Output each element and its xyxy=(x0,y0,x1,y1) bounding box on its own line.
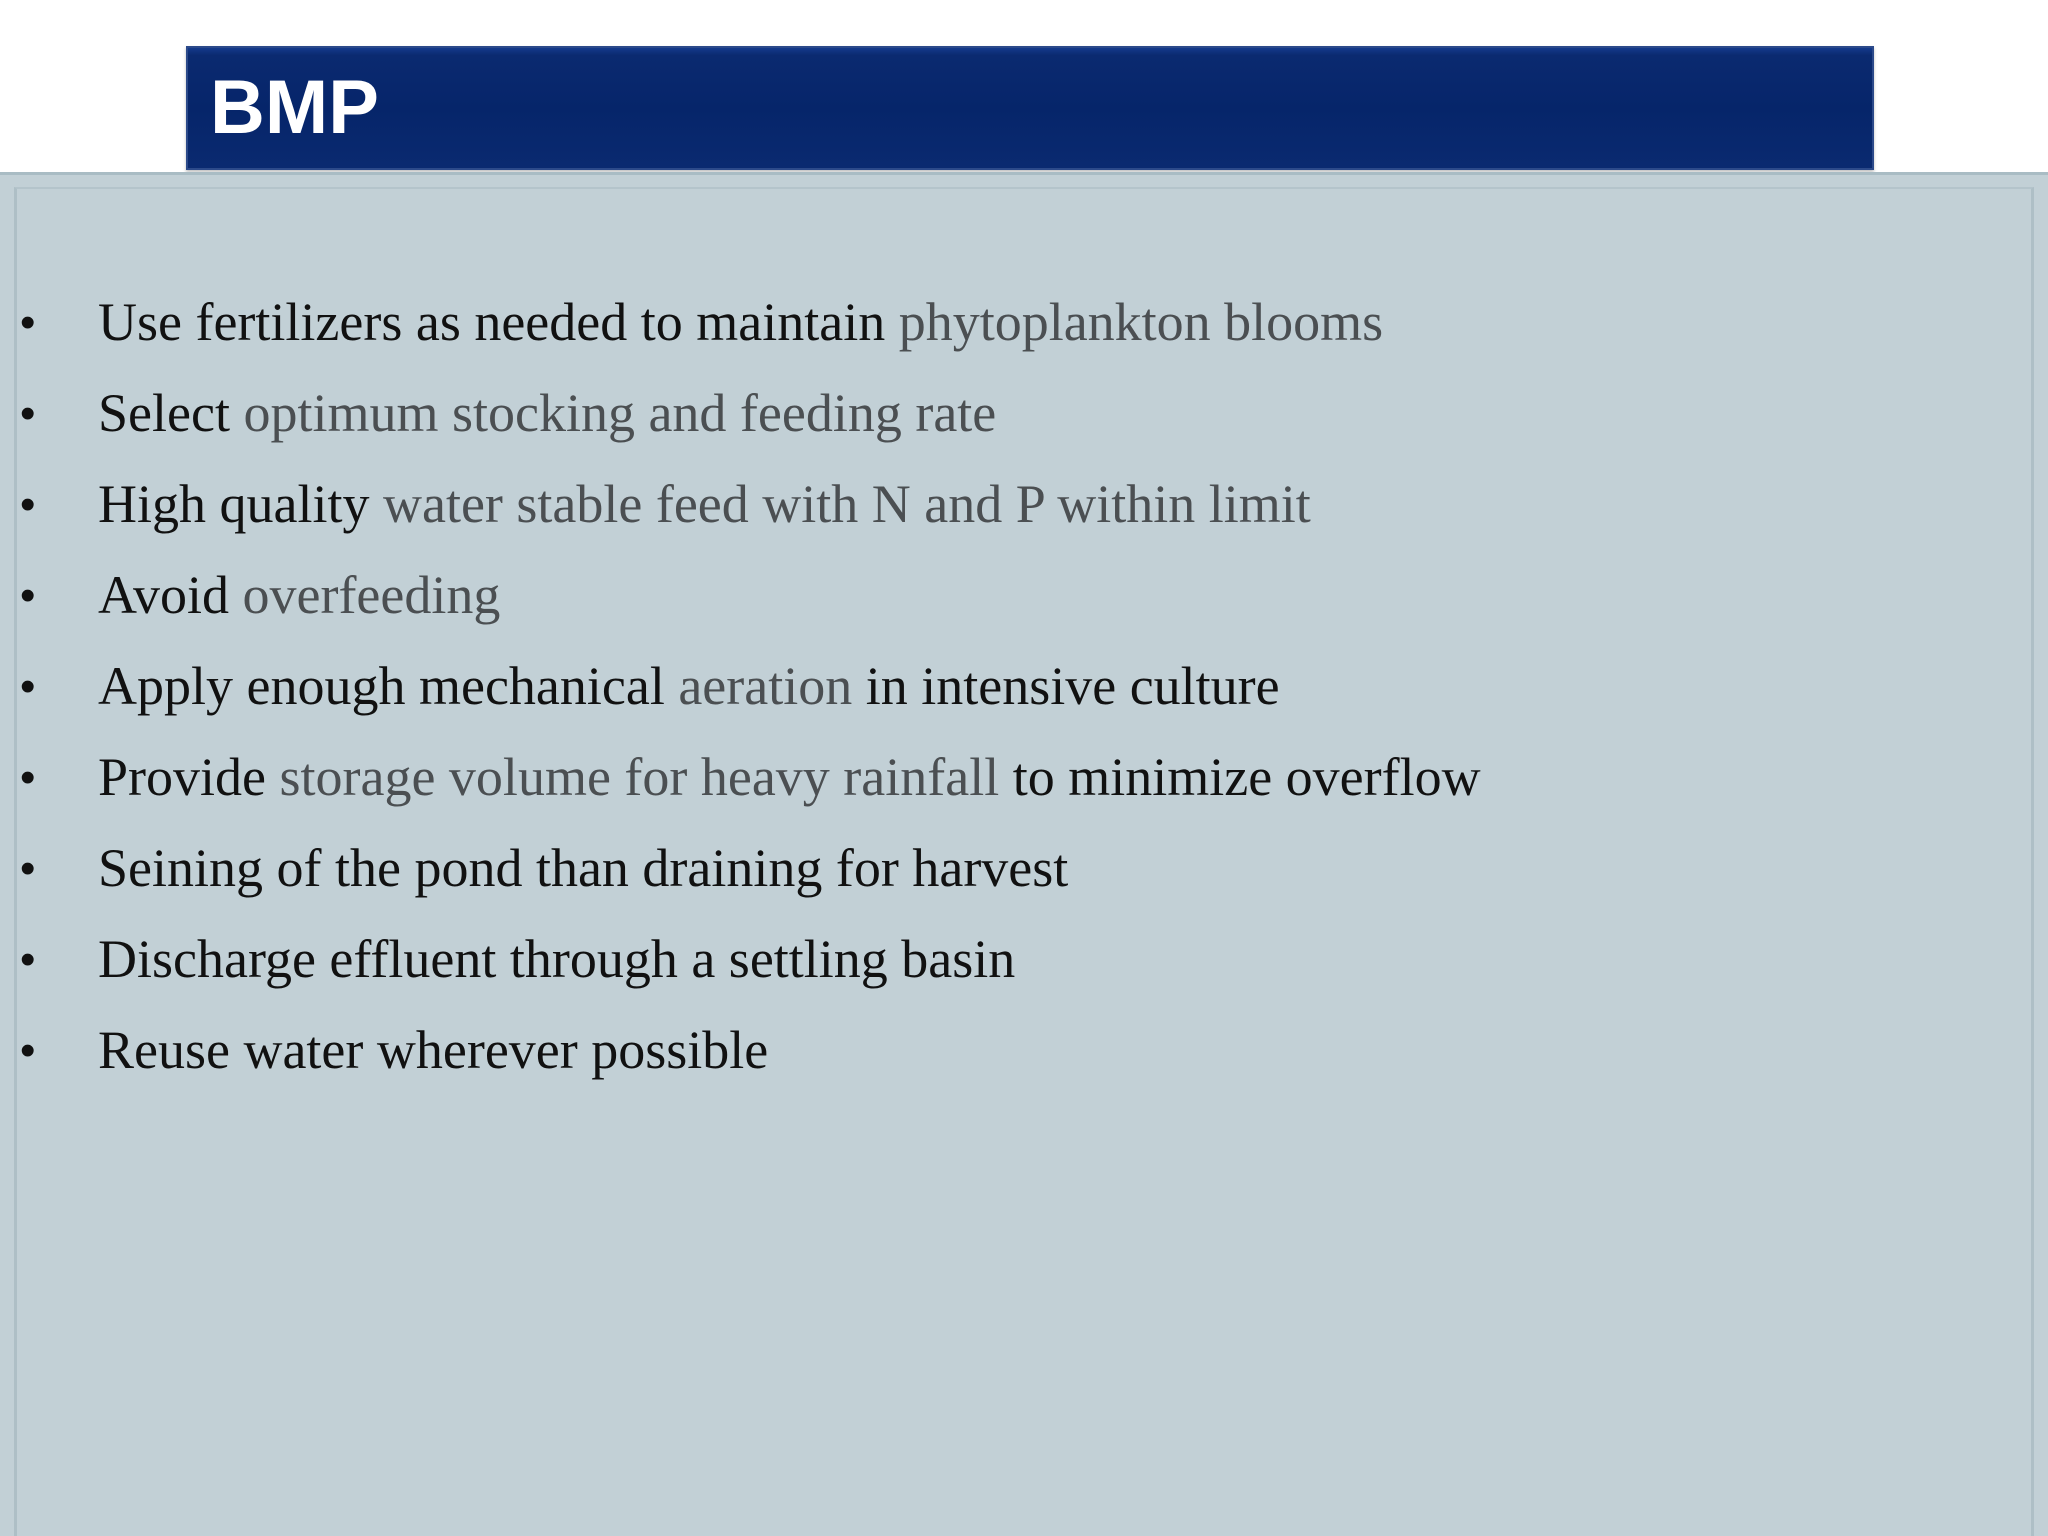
bullet-text-segment: storage volume for heavy rainfall xyxy=(279,747,1000,807)
bullet-text-segment: Provide xyxy=(98,747,280,807)
slide-title: BMP xyxy=(210,65,379,150)
bullet-dot: • xyxy=(20,571,36,620)
slide-title-bar xyxy=(186,46,1874,170)
bullet-dot: • xyxy=(20,298,36,347)
bullet-dot: • xyxy=(20,389,36,438)
bullet-dot: • xyxy=(20,844,36,893)
bullet-text xyxy=(98,914,1015,1005)
bullet-dot: • xyxy=(20,935,36,984)
bullet-text-segment: phytoplankton blooms xyxy=(898,292,1384,352)
bullet-text-segment: to minimize overflow xyxy=(999,747,1481,807)
bullet-dot: • xyxy=(20,753,36,802)
bullet-text-segment: Use fertilizers as needed to maintain xyxy=(98,292,899,352)
bullet-text-segment: High quality xyxy=(98,474,383,534)
bullet-text-segment: Select xyxy=(98,383,244,443)
content-panel xyxy=(0,172,2048,1536)
bullet-text-segment: Apply enough mechanical xyxy=(98,656,679,716)
bullet-text xyxy=(98,550,500,641)
bullet-text-segment: Seining of the pond than draining for harvest xyxy=(98,838,1069,898)
bullet-text xyxy=(98,823,1068,914)
bullet-text xyxy=(98,1005,768,1096)
bullet-text-segment: aeration xyxy=(678,656,853,716)
bullet-text-segment: Avoid xyxy=(98,565,243,625)
bullet-text xyxy=(98,277,1383,368)
bullet-text-segment: water stable feed with N and P within limit xyxy=(382,474,1311,534)
bullet-text-segment: optimum stocking and feeding rate xyxy=(243,383,997,443)
bullet-text xyxy=(98,368,996,459)
bullet-text-segment: Reuse water wherever possible xyxy=(98,1020,769,1080)
bullet-text xyxy=(98,459,1311,550)
bullet-dot: • xyxy=(20,662,36,711)
bullet-text-segment: overfeeding xyxy=(242,565,501,625)
bullet-text xyxy=(98,732,1481,823)
bullet-text-segment: Discharge effluent through a settling basin xyxy=(98,929,1016,989)
bullet-dot: • xyxy=(20,480,36,529)
bullet-text xyxy=(98,641,1280,732)
bullet-dot: • xyxy=(20,1026,36,1075)
bullet-text-segment: in intensive culture xyxy=(852,656,1280,716)
